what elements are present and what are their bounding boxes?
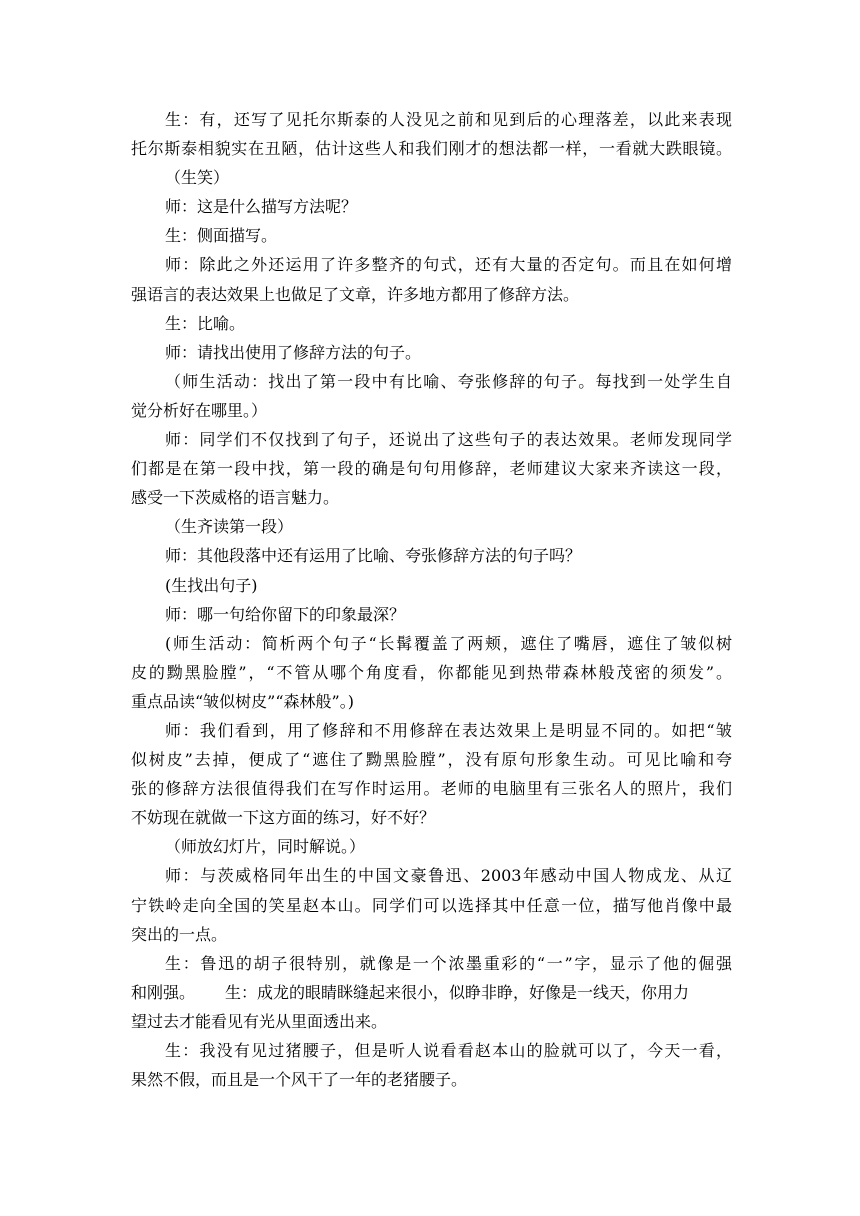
text-line-combined [131,978,732,1007]
text-line: 似树皮”去掉，便成了“遮住了黝黑脸膛”，没有原句形象生动。可见比喻和夸 [131,750,732,770]
text-line: 生：有，还写了见托尔斯泰的人没见之前和见到后的心理落差，以此来表现 [165,110,732,129]
text-line: 生：我没有见过猪腰子，但是听人说看看赵本山的脸就可以了，今天一看， [165,1041,732,1060]
text-line: 们都是在第一段中找，第一段的确是句句用修辞，老师建议大家来齐读这一段， [131,459,732,479]
text-line: 张的修辞方法很值得我们在写作时运用。老师的电脑里有三张名人的照片，我们 [131,779,732,799]
text-line: 生：侧面描写。 [165,226,278,246]
text-line: 师：除此之外还运用了许多整齐的句式，还有大量的否定句。而且在如何增 [165,255,732,275]
text-line: 师：同学们不仅找到了句子，还说出了这些句子的表达效果。老师发现同学 [165,430,732,450]
text-line: (生找出句子) [165,575,258,595]
text-line: 师：这是什么描写方法呢？ [165,197,358,217]
text-line: 突出的一点。 [131,924,228,944]
text-line: 宁铁岭走向全国的笑星赵本山。同学们可以选择其中任意一位，描写他肖像中最 [131,895,732,915]
text-line: 师：与茨威格同年出生的中国文豪鲁迅、2003年感动中国人物成龙、从辽 [165,866,732,886]
text-line: 皮的黝黑脸膛”，“不管从哪个角度看，你都能见到热带森林般茂密的须发”。 [131,662,732,682]
text-line: 师：我们看到，用了修辞和不用修辞在表达效果上是明显不同的。如把“皱 [165,720,732,740]
text-line: 望过去才能看见有光从里面透出来。 [131,1011,388,1031]
text-line: 师：请找出使用了修辞方法的句子。 [165,342,422,362]
text-line: （生齐读第一段） [165,517,294,537]
text-line: （师生活动：找出了第一段中有比喻、夸张修辞的句子。每找到一处学生自 [165,371,732,391]
text-line: 感受一下茨威格的语言魅力。 [131,488,340,508]
text-line: 果然不假，而且是一个风干了一年的老猪腰子。 [131,1070,468,1090]
text-segment: 生：成龙的眼睛眯缝起来很小，似睁非睁，好像是一线天，你用力 [225,982,690,1002]
text-line: （师放幻灯片，同时解说。） [165,837,366,857]
text-line: 重点品读“皱似树皮”“森林般”。) [131,691,354,711]
text-line: 师：其他段落中还有运用了比喻、夸张修辞方法的句子吗？ [165,546,582,566]
text-segment: 和刚强。 [131,982,196,1002]
text-line: 生：鲁迅的胡子很特别，就像是一个浓墨重彩的“一”字，显示了他的倔强 [165,953,732,973]
text-line: 觉分析好在哪里。） [131,400,268,420]
text-line: 强语言的表达效果上也做足了文章，许多地方都用了修辞方法。 [131,284,580,304]
text-line: 不妨现在就做一下这方面的练习，好不好？ [131,808,436,828]
text-line: 师：哪一句给你留下的印象最深？ [165,604,406,624]
text-line: 托尔斯泰相貌实在丑陋，估计这些人和我们刚才的想法都一样，一看就大跌眼镜。 [131,139,732,159]
text-line: （生笑） [165,168,230,188]
text-line: 生：比喻。 [165,313,246,333]
text-line: (师生活动：简析两个句子“长髯覆盖了两颊，遮住了嘴唇，遮住了皱似树 [165,633,732,653]
